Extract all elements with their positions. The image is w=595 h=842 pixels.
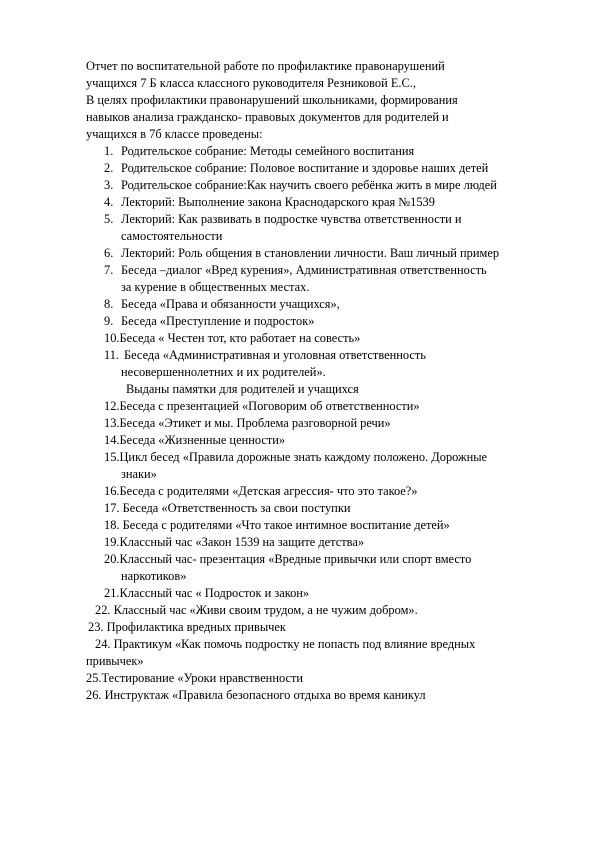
list-item: Родительское собрание:Как научить своего ребёнка жить в мире людей <box>121 178 497 192</box>
list-number: 1. <box>104 144 114 158</box>
list-item: 15.Цикл бесед «Правила дорожные знать каждому положено. Дорожные <box>104 450 488 464</box>
intro-line-2: навыков анализа гражданско- правовых документов для родителей и <box>86 110 449 124</box>
list-number: 2. <box>104 161 114 175</box>
list-item: 22. Классный час «Живи своим трудом, а не чужим добром». <box>95 603 418 617</box>
list-item: Беседа «Права и обязанности учащихся», <box>121 297 340 311</box>
list-item: 18. Беседа с родителями «Что такое интимное воспитание детей» <box>104 518 450 532</box>
list-item: Беседа «Административная и уголовная ответственность <box>124 348 426 362</box>
list-item: Беседа «Преступление и подросток» <box>121 314 315 328</box>
list-number: 5. <box>104 212 114 226</box>
list-item: Лекторий: Выполнение закона Краснодарского края №1539 <box>121 195 435 209</box>
list-number: 4. <box>104 195 114 209</box>
list-number: 7. <box>104 263 114 277</box>
list-item: 25.Тестирование «Уроки нравственности <box>86 671 303 685</box>
list-item: 20.Классный час- презентация «Вредные привычки или спорт вместо <box>104 552 472 566</box>
list-item: 26. Инструктаж «Правила безопасного отдыха во время каникул <box>86 688 426 702</box>
list-number: 11. <box>104 348 120 362</box>
list-item: 24. Практикум «Как помочь подростку не попасть под влияние вредных <box>95 637 476 651</box>
list-number: 9. <box>104 314 114 328</box>
list-item: 17. Беседа «Ответственность за свои поступки <box>104 501 351 515</box>
intro-line-1: В целях профилактики правонарушений школьниками, формирования <box>86 93 458 107</box>
list-item: Родительское собрание: Методы семейного воспитания <box>121 144 415 158</box>
list-item-continuation: самостоятельности <box>121 229 223 243</box>
list-item-continuation: за курение в общественных местах. <box>121 280 310 294</box>
list-item-continuation: наркотиков» <box>121 569 187 583</box>
list-item: Беседа –диалог «Вред курения», Административная ответственность <box>121 263 487 277</box>
list-item-continuation: несовершеннолетних и их родителей». <box>121 365 326 379</box>
list-item: 12.Беседа с презентацией «Поговорим об ответственности» <box>104 399 420 413</box>
intro-line-3: учащихся в 7б классе проведены: <box>86 127 263 141</box>
list-item: 14.Беседа «Жизненные ценности» <box>104 433 286 447</box>
list-item-note: Выданы памятки для родителей и учащихся <box>126 382 359 396</box>
list-item: Лекторий: Роль общения в становлении личности. Ваш личный пример <box>121 246 500 260</box>
list-item: 19.Классный час «Закон 1539 на защите детства» <box>104 535 365 549</box>
list-item-continuation: привычек» <box>86 654 144 668</box>
list-item-continuation: знаки» <box>121 467 157 481</box>
list-item: Лекторий: Как развивать в подростке чувства ответственности и <box>121 212 462 226</box>
list-item: 13.Беседа «Этикет и мы. Проблема разговорной речи» <box>104 416 391 430</box>
list-item: Родительское собрание: Половое воспитание и здоровье наших детей <box>121 161 489 175</box>
list-item: 16.Беседа с родителями «Детская агрессия- что это такое?» <box>104 484 418 498</box>
list-item: 23. Профилактика вредных привычек <box>88 620 286 634</box>
list-item: 10.Беседа « Честен тот, кто работает на совесть» <box>104 331 361 345</box>
list-number: 6. <box>104 246 114 260</box>
report-title-line-2: учащихся 7 Б класса классного руководителя Резниковой Е.С., <box>86 76 416 90</box>
report-title-line-1: Отчет по воспитательной работе по профилактике правонарушений <box>86 59 445 73</box>
list-number: 8. <box>104 297 114 311</box>
list-item: 21.Классный час « Подросток и закон» <box>104 586 310 600</box>
list-number: 3. <box>104 178 114 192</box>
